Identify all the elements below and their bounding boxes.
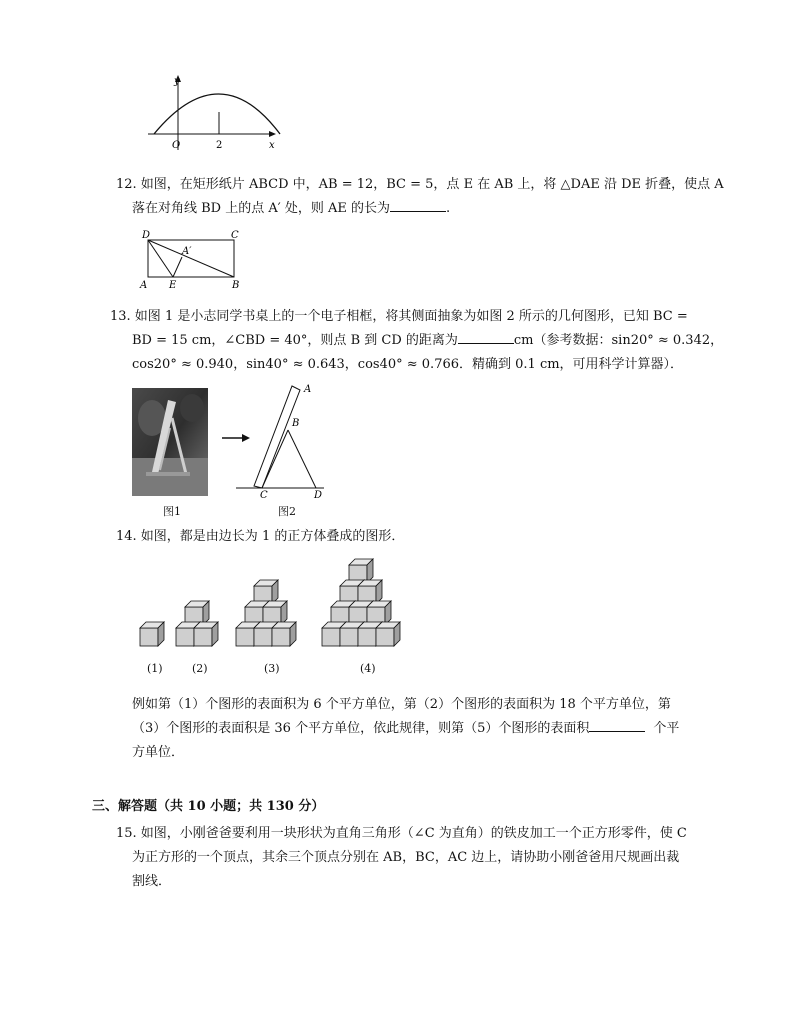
cube	[185, 601, 209, 625]
fig2-label-a: A	[304, 384, 312, 395]
q12-rectangle-figure	[136, 226, 246, 290]
fig2-label-b: B	[292, 418, 300, 429]
fig2-caption: 图2	[278, 505, 296, 518]
q14-para1: 例如第（1）个图形的表面积为 6 个平方单位，第（2）个图形的表面积为 18 个平方单位，第	[132, 697, 671, 712]
cube	[263, 601, 287, 625]
q12-answer-blank[interactable]	[390, 197, 446, 212]
cube	[367, 601, 391, 625]
q12-end: .	[446, 201, 451, 216]
cube	[194, 622, 218, 646]
cube	[272, 622, 296, 646]
q12-label-c: C	[231, 230, 239, 241]
graph-y-label: y	[174, 76, 180, 87]
q15-line1: 15. 如图，小刚爸爸要利用一块形状为直角三角形（∠C 为直角）的铁皮加工一个正方形零件，使 C	[116, 826, 687, 841]
q14-para2a: （3）个图形的表面积是 36 个平方单位，依此规律，则第（5）个图形的表面积	[132, 721, 590, 736]
fig2-label-d: D	[314, 490, 323, 498]
q12-line2-text: 落在对角线 BD 上的点 A′ 处，则 AE 的长为	[132, 201, 390, 216]
q14-answer-blank[interactable]	[589, 717, 645, 732]
parabola-graph	[140, 72, 290, 152]
photo-frame-image	[132, 388, 208, 496]
q12-line2	[132, 197, 450, 220]
q14-para3: 方单位．	[132, 745, 185, 760]
cube	[349, 559, 373, 583]
q13-line3: cos20° ≈ 0.940，sin40° ≈ 0.643，cos40° ≈ 0.766．精确到 0.1 cm，可用科学计算器）．	[132, 357, 684, 372]
graph-x-label: x	[269, 140, 275, 151]
cube	[376, 622, 400, 646]
q14-para2	[132, 717, 679, 740]
q14-para2b: 个平	[653, 721, 680, 736]
cube	[358, 580, 382, 604]
cube-caption-2: (2)	[192, 662, 208, 675]
q12-label-e: E	[169, 280, 177, 290]
cube-caption-1: (1)	[147, 662, 163, 675]
cube-caption-4: (4)	[360, 662, 376, 675]
graph-tick-label: 2	[216, 140, 223, 151]
q14-line1: 14. 如图，都是由边长为 1 的正方体叠成的图形．	[116, 529, 405, 544]
cube	[140, 622, 164, 646]
graph-origin-label: O	[172, 140, 181, 151]
section-title: 三、解答题（共 10 小题；共 130 分）	[92, 799, 325, 814]
q13-line2b: cm（参考数据：sin20° ≈ 0.342，	[513, 333, 724, 348]
q12-label-b: B	[232, 280, 240, 290]
cube-caption-3: (3)	[264, 662, 280, 675]
cube	[254, 580, 278, 604]
q13-answer-blank[interactable]	[458, 329, 514, 344]
geometry-figure-2	[232, 380, 332, 498]
q12-label-a: A	[140, 280, 148, 290]
q13-line2a: BD = 15 cm，∠CBD = 40°，则点 B 到 CD 的距离为	[132, 333, 458, 348]
cube-stacks-figure	[130, 552, 430, 682]
q15-line2: 为正方形的一个顶点，其余三个顶点分别在 AB，BC，AC 边上，请协助小刚爸爸用尺规画出裁	[132, 850, 680, 865]
q12-label-a-prime: A′	[182, 246, 192, 257]
q12-label-d: D	[142, 230, 151, 241]
q13-line2	[132, 329, 723, 352]
fig2-label-c: C	[260, 490, 268, 498]
q13-line1: 13. 如图 1 是小志同学书桌上的一个电子相框，将其侧面抽象为如图 2 所示的几何图形，已知 BC =	[110, 309, 688, 324]
fig1-caption: 图1	[163, 505, 181, 518]
q12-line1: 12. 如图，在矩形纸片 ABCD 中，AB = 12，BC = 5，点 E 在 AB 上，将 △DAE 沿 DE 折叠，使点 A	[116, 177, 724, 192]
q15-line3: 割线．	[132, 874, 172, 889]
